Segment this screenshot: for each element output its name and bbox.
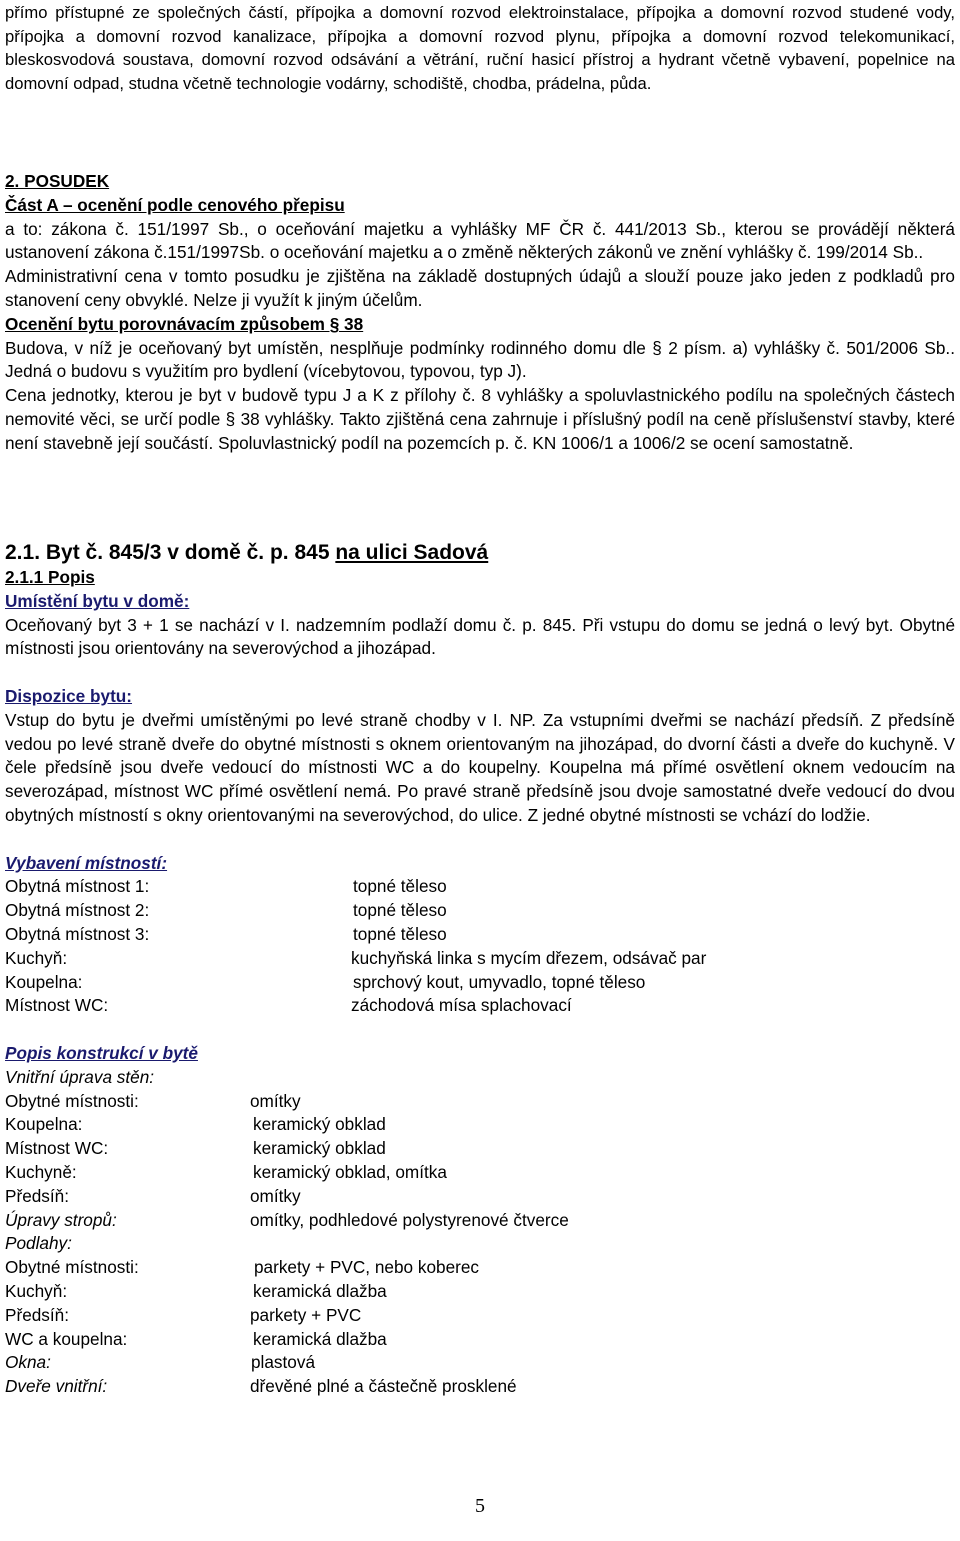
floors-row: Kuchyň: keramická dlažba <box>5 1280 387 1301</box>
doors-row: Dveře vnitřní: dřevěné plné a částečně prosklené <box>5 1376 517 1397</box>
section-heading: 2. POSUDEK <box>5 171 110 191</box>
admin-price-note: Administrativní cena v tomto posudku je zjištěna na základě dostupných údajů a slouží pouze jako jeden z podkladů pro stanovení ceny obvyklé. Nelze ji využít k jiným účelům. <box>5 266 955 310</box>
walls-label: Vnitřní úprava stěn: <box>5 1066 155 1087</box>
walls-list <box>5 1090 955 1233</box>
location-label: Umístění bytu v domě: <box>5 590 190 611</box>
floors-list <box>5 1256 955 1399</box>
equipment-list <box>5 875 955 1018</box>
equipment-row: Místnost WC: záchodová mísa splachovací <box>5 995 572 1016</box>
unit-heading: 2.1. Byt č. 845/3 v domě č. p. 845 na ulici Sadová <box>5 541 489 564</box>
equipment-label: Vybavení místností: <box>5 852 168 873</box>
price-paragraph: Cena jednotky, kterou je byt v budově typu J a K z přílohy č. 8 vyhlášky a spoluvlastnického podílu na společných částech nemovité věci, se určí podle § 38 vyhlášky. Takto zjištěná cena zahrnuje i příslušný podíl na ceně příslušenství stavby, které není stavebně její součástí. Spoluvlastnický podíl na pozemcích p. č. KN 1006/1 a 1006/2 se ocení samostatně. <box>5 385 955 453</box>
walls-row: Kuchyně: keramický obklad, omítka <box>5 1161 447 1182</box>
walls-row: Předsíň: omítky <box>5 1185 301 1206</box>
method-paragraph: Budova, v níž je oceňovaný byt umístěn, nesplňuje podmínky rodinného domu dle § 2 písm. a) vyhlášky č. 501/2006 Sb.. Jedná o budovu s využitím pro bydlení (vícebytovou, typovou, typ J). <box>5 337 955 382</box>
equipment-row: Kuchyň: kuchyňská linka s mycím dřezem, odsávač par <box>5 947 707 968</box>
popis-heading: 2.1.1 Popis <box>5 567 95 587</box>
equipment-row: Obytná místnost 1: topné těleso <box>5 876 447 897</box>
layout-paragraph: Vstup do bytu je dveřmi umístěnými po levé straně chodby v I. NP. Za vstupními dveřmi se nachází předsíň. Z předsíně vedou po levé straně dveře do obytné místnosti s oknem orientovaným na jihozápad, do dvorní části a dveře do kuchyně. V čele předsíně jsou dveře vedoucí do místnosti WC a do koupelny. Koupelna má přímé osvětlení oknem vedoucím na severozápad, místnost WC přímé osvětlení nemá. Po pravé straně předsíně jsou dvoje samostatné dveře vedoucí do dvou obytných místností s okny orientovanými na severovýchod, do ulice. Z jedné obytné místnosti se vchází do lodžie. <box>5 709 955 825</box>
legal-reference: a to: zákona č. 151/1997 Sb., o oceňování majetku a vyhlášky MF ČR č. 441/2013 Sb., kterou se provádějí některá ustanovení zákona č.151/1997Sb. o oceňování majetku a o změně některých zákonů ve znění vyhlášky č. 199/2014 Sb.. <box>5 218 955 263</box>
floors-row: Obytné místnosti: parkety + PVC, nebo koberec <box>5 1257 479 1278</box>
floors-row: Předsíň: parkety + PVC <box>5 1304 362 1325</box>
intro-paragraph: přímo přístupné ze společných částí, přípojka a domovní rozvod elektroinstalace, přípojka a domovní rozvod studené vody, přípojka a domovní rozvod kanalizace, přípojka a domovní rozvod plynu, přípojka a domovní rozvod telekomunikací, bleskosvodová soustava, domovní rozvod odsávání a větrání, ruční hasicí přístroj a hydrant včetně vybavení, popelnice na domovní odpad, studna včetně technologie vodárny, schodiště, chodba, prádelna, půda. <box>5 3 955 93</box>
layout-label: Dispozice bytu: <box>5 685 133 706</box>
equipment-row: Koupelna: sprchový kout, umyvadlo, topné těleso <box>5 971 646 992</box>
unit-section <box>5 540 955 1399</box>
ceilings-row: Úpravy stropů: omítky, podhledové polystyrenové čtverce <box>5 1209 569 1230</box>
windows-row: Okna: plastová <box>5 1352 316 1373</box>
method-heading: Ocenění bytu porovnávacím způsobem § 38 <box>5 313 364 334</box>
floors-label: Podlahy: <box>5 1233 72 1254</box>
walls-row: Obytné místnosti: omítky <box>5 1090 301 1111</box>
location-paragraph: Oceňovaný byt 3 + 1 se nachází v I. nadzemním podlaží domu č. p. 845. Při vstupu do domu se jedná o levý byt. Obytné místnosti jsou orientovány na severovýchod a jihozápad. <box>5 614 955 659</box>
equipment-row: Obytná místnost 3: topné těleso <box>5 923 447 944</box>
construction-label: Popis konstrukcí v bytě <box>5 1042 198 1063</box>
intro-block <box>5 1 955 95</box>
section-posudek <box>5 170 955 456</box>
page-number: 5 <box>475 1495 485 1517</box>
equipment-row: Obytná místnost 2: topné těleso <box>5 900 447 921</box>
walls-row: Koupelna: keramický obklad <box>5 1114 386 1135</box>
section-subheading: Část A – ocenění podle cenového přepisu <box>5 194 345 215</box>
walls-row: Místnost WC: keramický obklad <box>5 1138 386 1159</box>
floors-row: WC a koupelna: keramická dlažba <box>5 1328 387 1349</box>
